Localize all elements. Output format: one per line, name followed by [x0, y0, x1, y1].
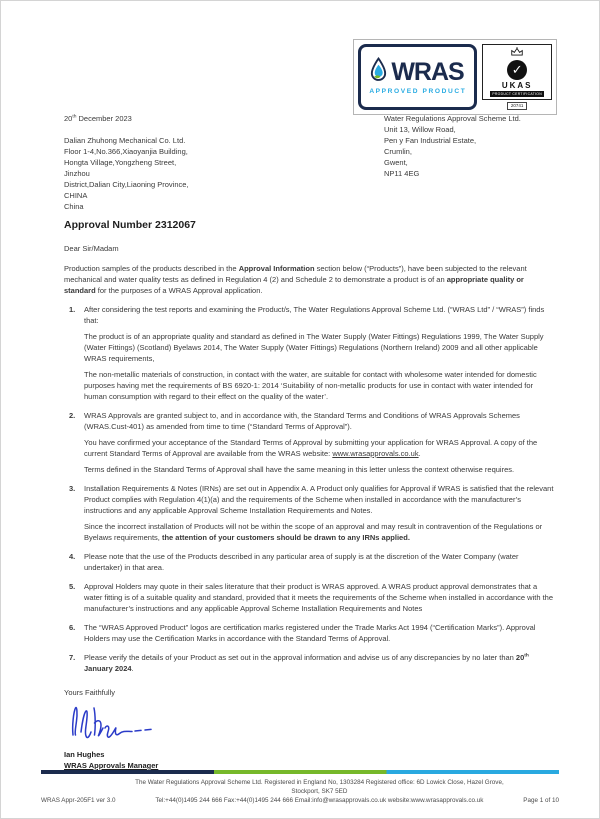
footer-divider-bar [41, 770, 559, 774]
ukas-certification-mark [482, 44, 552, 110]
ukas-product-certification-label: PRODUCT CERTIFICATION [492, 92, 542, 96]
paragraph: After considering the test reports and examining the Product/s, The Water Regulations Approval Scheme Ltd. (“WRAS Ltd” / “WRAS”) finds that: [84, 305, 545, 325]
recipient-line: Dalian Zhuhong Mechanical Co. Ltd. [64, 136, 186, 145]
recipient-line: China [64, 202, 84, 211]
ukas-wordmark: UKAS [501, 81, 533, 90]
sender-line: Crumlin, [384, 147, 412, 156]
list-number: 6. [69, 623, 76, 632]
list-number: 5. [69, 582, 76, 591]
crown-icon [510, 47, 524, 59]
signatory-title: WRAS Approvals Manager [64, 761, 159, 770]
list-item-4 [64, 551, 554, 573]
paragraph: Please note that the use of the Products described in any particular area of supply is at the discretion of the Water Company (water undertaker) in that area. [84, 552, 519, 572]
water-droplet-icon [369, 57, 388, 86]
wras-approved-product-logo [358, 44, 477, 110]
sender-line: Unit 13, Willow Road, [384, 125, 456, 134]
recipient-block [64, 113, 384, 212]
website-link[interactable]: www.wrasapprovals.co.uk [332, 449, 419, 458]
list-item-2 [64, 410, 554, 475]
recipient-line: CHINA [64, 191, 88, 200]
salutation: Dear Sir/Madam [64, 244, 119, 253]
footer-company-info [116, 778, 524, 805]
list-item-3 [64, 483, 554, 543]
ukas-number: 20741 [507, 102, 528, 110]
check-circle-icon: ✓ [507, 60, 527, 80]
numbered-list [64, 304, 554, 674]
approved-product-label: APPROVED PRODUCT [369, 88, 467, 95]
sender-line: Pen y Fan Industrial Estate, [384, 136, 477, 145]
wras-wordmark: WRAS [391, 57, 464, 86]
paragraph: Please verify the details of your Product as set out in the approval information and advise us of any discrepancies by no later than 20th January 2024. [84, 653, 529, 673]
paragraph: The non-metallic materials of construction, in contact with the water, are suitable for contact with wholesome water intended for domestic purposes having met the requirements of BS 6920-1: 2014 ‘Suitability of non-metallic products for use in contact with water intended for human consumption with regard to their effect on the quality of the water’. [84, 370, 537, 401]
list-number: 2. [69, 411, 76, 420]
recipient-line: Hongta Village,Yongzheng Street, [64, 158, 177, 167]
page-footer [1, 770, 599, 805]
recipient-line: Jinzhou [64, 169, 90, 178]
list-number: 3. [69, 484, 76, 493]
signatory-name: Ian Hughes [64, 750, 105, 759]
signature-image [68, 702, 554, 743]
document-reference: WRAS Appr-205F1 ver 3.0 [41, 797, 116, 804]
paragraph: Installation Requirements & Notes (IRNs) are set out in Appendix A. A Product only qualifies for Approval if WRAS is satisfied that the relevant Product complies with Regulation 4(1)(a) and the requirements of the Scheme when installed in accordance with the manufacturer’s instructions and any applicable Approval Scheme Installation Requirements and Notes. [84, 484, 554, 515]
paragraph: Since the incorrect installation of Products will not be within the scope of an approval and may result in contravention of the Regulations or Byelaws requirements, the attention of your customers should be drawn to any IRNs applied. [84, 522, 543, 542]
list-number: 1. [69, 305, 76, 314]
list-item-5 [64, 581, 554, 614]
page-number: Page 1 of 10 [523, 797, 559, 804]
sender-line: Water Regulations Approval Scheme Ltd. [384, 114, 521, 123]
list-item-1 [64, 304, 554, 402]
sender-line: Gwent, [384, 158, 408, 167]
header-logos [353, 39, 557, 115]
recipient-line: Floor 1-4,No.366,Xiaoyanjia Building, [64, 147, 188, 156]
list-item-6 [64, 622, 554, 644]
list-item-7 [64, 652, 554, 674]
valediction: Yours Faithfully [64, 688, 115, 697]
intro-paragraph: Production samples of the products described in the Approval Information section below (“Products”), have been subjected to the relevant mechanical and water quality tests as defined in Regulation 4 (2) and Schedule 2 to demonstrate a product is of an appropriate quality or standard for the purposes of a WRAS Approval application. [64, 264, 527, 295]
paragraph: WRAS Approvals are granted subject to, and in accordance with, the Standard Terms and Conditions of WRAS Approvals Schemes (WRAS.Cust-401) as amended from time to time (“Standard Terms of Approval”). [84, 411, 520, 431]
list-number: 7. [69, 653, 76, 662]
recipient-line: District,Dalian City,Liaoning Province, [64, 180, 189, 189]
letter-content [64, 113, 554, 771]
sender-block [384, 113, 554, 179]
paragraph: The product is of an appropriate quality and standard as defined in The Water Supply (Water Fittings) Regulations 1999, The Water Supply (Water Fittings) (Scotland) Byelaws 2014, The Water Supply (Water Fittings) Regulations (Northern Ireland) 2009 and all other applicable WRAS requirements, [84, 332, 544, 363]
letter-date: 20th December 2023 [64, 114, 132, 123]
footer-line-2: Tel:+44(0)1495 244 666 Fax:+44(0)1495 244 666 Email:info@wrasapprovals.co.uk website:www.wrasapprovals.co.uk [155, 797, 484, 804]
paragraph: The “WRAS Approved Product” logos are certification marks registered under the Trade Marks Act 1994 (“Certification Marks”). Approval Holders may use the Certification Marks in accordance with the Standard Terms of Approval. [84, 623, 536, 643]
list-number: 4. [69, 552, 76, 561]
paragraph: Terms defined in the Standard Terms of Approval shall have the same meaning in this letter unless the context otherwise requires. [84, 465, 515, 474]
approval-number-heading: Approval Number 2312067 [64, 219, 196, 231]
paragraph: Approval Holders may quote in their sales literature that their product is WRAS approved. A WRAS product approval demonstrates that a water fitting is of a suitable quality and standard, provided that it meets the requirements of the Scheme when installed in accordance with the manufacturer’s instructions and any applicable Approval Scheme Installation Requirements and Notes [84, 582, 554, 613]
footer-line-1: The Water Regulations Approval Scheme Ltd. Registered in England No, 1303284 Registered office: 6D Lowick Close, Hazel Grove, Stockport, SK7 5ED [135, 779, 504, 795]
sender-line: NP11 4EG [384, 169, 420, 178]
paragraph: You have confirmed your acceptance of the Standard Terms of Approval by submitting your application for WRAS Approval. A copy of the current Standard Terms of Approval are available from the WRAS website: www.wrasapprovals.co.uk. [84, 438, 538, 458]
